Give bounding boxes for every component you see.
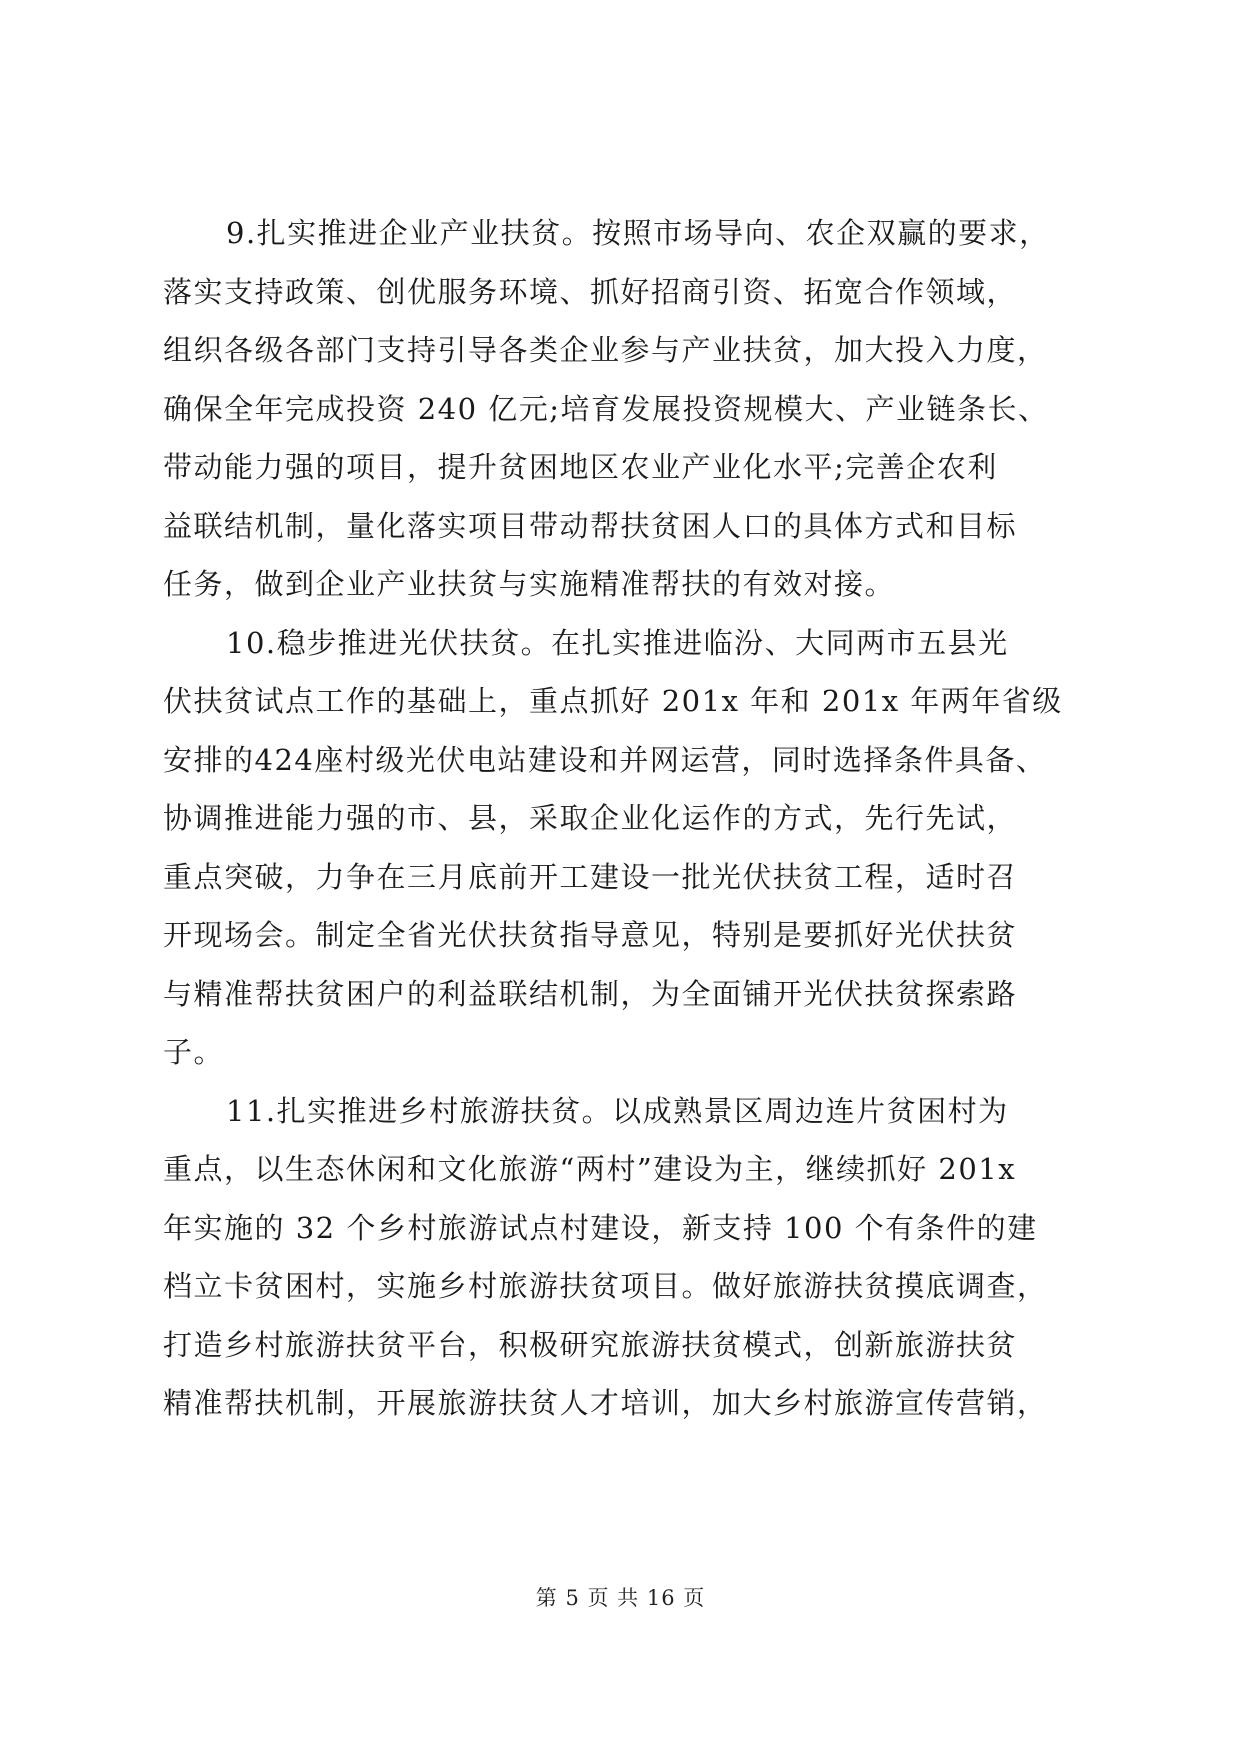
text-line: 协调推进能力强的市、县，采取企业化运作的方式，先行先试， [163,801,1018,835]
text-line: 9.扎实推进企业产业扶贫。按照市场导向、农企双赢的要求， [226,216,1050,250]
text-line: 安排的424座村级光伏电站建设和并网运营，同时选择条件具备、 [163,743,1047,777]
text-line: 组织各级各部门支持引导各类企业参与产业扶贫，加大投入力度， [163,333,1048,367]
text-line: 重点突破，力争在三月底前开工建设一批光伏扶贫工程，适时召 [163,860,1018,894]
text-line: 益联结机制，量化落实项目带动帮扶贫困人口的具体方式和目标 [163,509,1018,543]
text-line: 开现场会。制定全省光伏扶贫指导意见，特别是要抓好光伏扶贫 [163,918,1018,952]
text-line: 任务，做到企业产业扶贫与实施精准帮扶的有效对接。 [163,567,896,601]
text-line: 10.稳步推进光伏扶贫。在扎实推进临汾、大同两市五县光 [226,626,1009,660]
page-number-footer: 第 5 页 共 16 页 [535,1586,706,1610]
text-line: 落实支持政策、创优服务环境、抓好招商引资、拓宽合作领域， [163,275,1018,309]
text-line: 11.扎实推进乡村旅游扶贫。以成熟景区周边连片贫困村为 [226,1094,1009,1128]
text-line: 年实施的 32 个乡村旅游试点村建设，新支持 100 个有条件的建 [163,1211,1038,1245]
text-line: 打造乡村旅游扶贫平台，积极研究旅游扶贫模式，创新旅游扶贫 [163,1328,1018,1362]
text-line: 精准帮扶机制，开展旅游扶贫人才培训，加大乡村旅游宣传营销， [163,1386,1048,1420]
text-line: 与精准帮扶贫困户的利益联结机制，为全面铺开光伏扶贫探索路 [163,977,1018,1011]
text-line: 伏扶贫试点工作的基础上，重点抓好 201x 年和 201x 年两年省级 [163,684,1063,718]
text-line: 确保全年完成投资 240 亿元;培育发展投资规模大、产业链条长、 [163,392,1049,426]
text-line: 带动能力强的项目，提升贫困地区农业产业化水平;完善企农利 [163,450,998,484]
text-line: 重点，以生态休闲和文化旅游“两村”建设为主，继续抓好 201x [163,1152,1017,1186]
text-line: 档立卡贫困村，实施乡村旅游扶贫项目。做好旅游扶贫摸底调查， [163,1269,1048,1303]
text-line: 子。 [163,1035,225,1069]
